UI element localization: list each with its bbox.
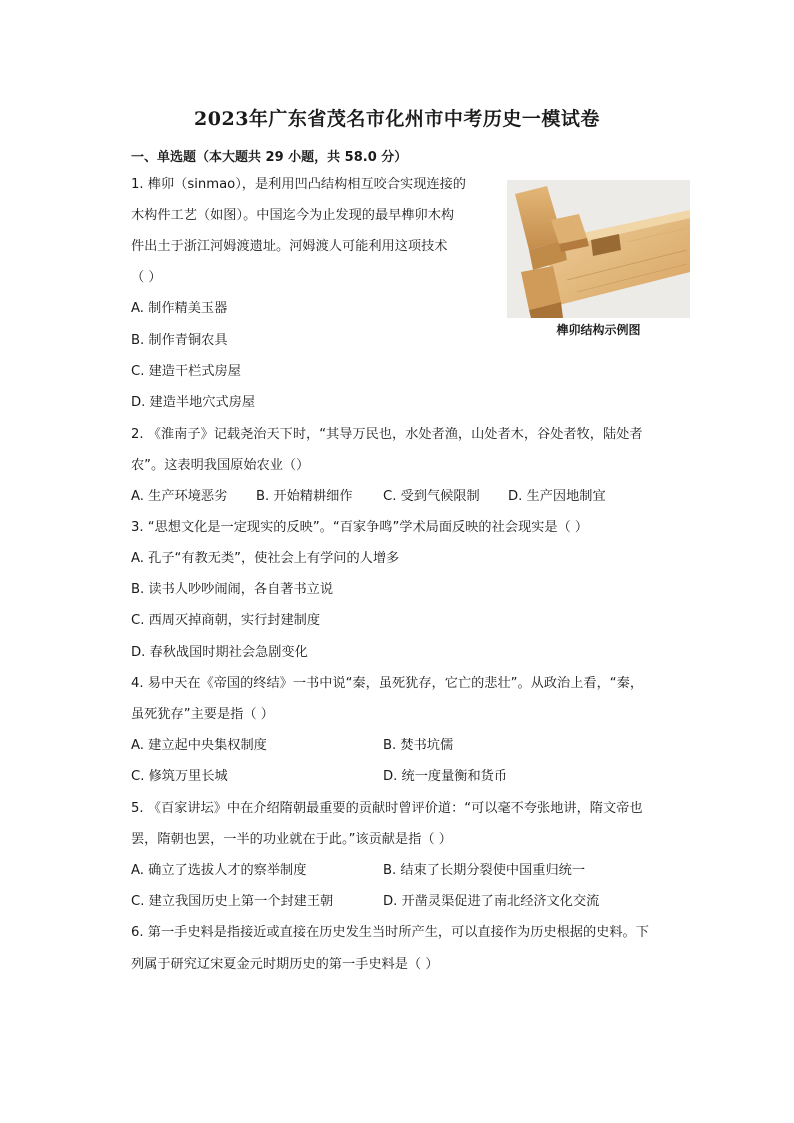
q4-line-2: 虽死犹存”主要是指（ ）: [131, 707, 274, 722]
q1-option-c: C. 建造干栏式房屋: [131, 364, 241, 379]
q2-option-d: D. 生产因地制宜: [508, 489, 606, 504]
q5-option-d: D. 开凿灵渠促进了南北经济文化交流: [383, 894, 600, 909]
q3-option-a: A. 孔子“有教无类”，使社会上有学问的人增多: [131, 551, 400, 566]
q5-option-a: A. 确立了选拔人才的察举制度: [131, 863, 307, 878]
q4-line-1: 4. 易中天在《帝国的终结》一书中说“秦，虽死犹存，它亡的悲壮”。从政治上看，“秦，: [131, 676, 644, 691]
q3-option-b: B. 读书人吵吵闹闹，各自著书立说: [131, 582, 334, 597]
q2-option-c: C. 受到气候限制: [383, 489, 480, 504]
q5-option-c: C. 建立我国历史上第一个封建王朝: [131, 894, 334, 909]
q3-line-1: 3. “思想文化是一定现实的反映”。“百家争鸣”学术局面反映的社会现实是（ ）: [131, 520, 589, 535]
mortise-tenon-photo: [507, 180, 690, 318]
q1-option-d: D. 建造半地穴式房屋: [131, 395, 256, 410]
q5-option-b: B. 结束了长期分裂使中国重归统一: [383, 863, 586, 878]
q1-line-2: 木构件工艺（如图）。中国迄今为止发现的最早榫卯木构: [131, 208, 455, 223]
q2-line-2: 农”。这表明我国原始农业（）: [131, 458, 310, 473]
q2-line-1: 2. 《淮南子》记载尧治天下时，“其导万民也，水处者渔，山处者木，谷处者牧，陆处者: [131, 427, 643, 442]
q5-line-1: 5. 《百家讲坛》中在介绍隋朝最重要的贡献时曾评价道：“可以毫不夸张地讲，隋文帝也: [131, 801, 643, 816]
q4-option-a: A. 建立起中央集权制度: [131, 738, 267, 753]
q1-line-3: 件出土于浙江河姆渡遗址。河姆渡人可能利用这项技术: [131, 239, 448, 254]
mortise-tenon-illustration: [507, 180, 690, 318]
q4-option-b: B. 焚书坑儒: [383, 738, 454, 753]
q3-option-d: D. 春秋战国时期社会急剧变化: [131, 645, 308, 660]
q6-line-2: 列属于研究辽宋夏金元时期历史的第一手史料是（ ）: [131, 957, 439, 972]
q2-option-a: A. 生产环境恶劣: [131, 489, 228, 504]
q4-option-d: D. 统一度量衡和货币: [383, 769, 508, 784]
q6-line-1: 6. 第一手史料是指接近或直接在历史发生当时所产生，可以直接作为历史根据的史料。下: [131, 925, 649, 940]
q2-option-b: B. 开始精耕细作: [256, 489, 353, 504]
q3-option-c: C. 西周灭掉商朝，实行封建制度: [131, 613, 321, 628]
q1-option-a: A. 制作精美玉器: [131, 301, 228, 316]
q1-line-1: 1. 榫卯（sinmao），是利用凹凸结构相互咬合实现连接的: [131, 177, 466, 192]
q1-line-4: （ ）: [131, 270, 162, 285]
q5-line-2: 罢，隋朝也罢，一半的功业就在于此。”该贡献是指（ ）: [131, 832, 452, 847]
q1-option-b: B. 制作青铜农具: [131, 333, 228, 348]
exam-title: 2023年广东省茂名市化州市中考历史一模试卷: [194, 108, 600, 130]
section-heading: 一、单选题（本大题共 29 小题，共 58.0 分）: [131, 150, 408, 165]
figure-caption: 榫卯结构示例图: [556, 323, 641, 337]
q4-option-c: C. 修筑万里长城: [131, 769, 228, 784]
